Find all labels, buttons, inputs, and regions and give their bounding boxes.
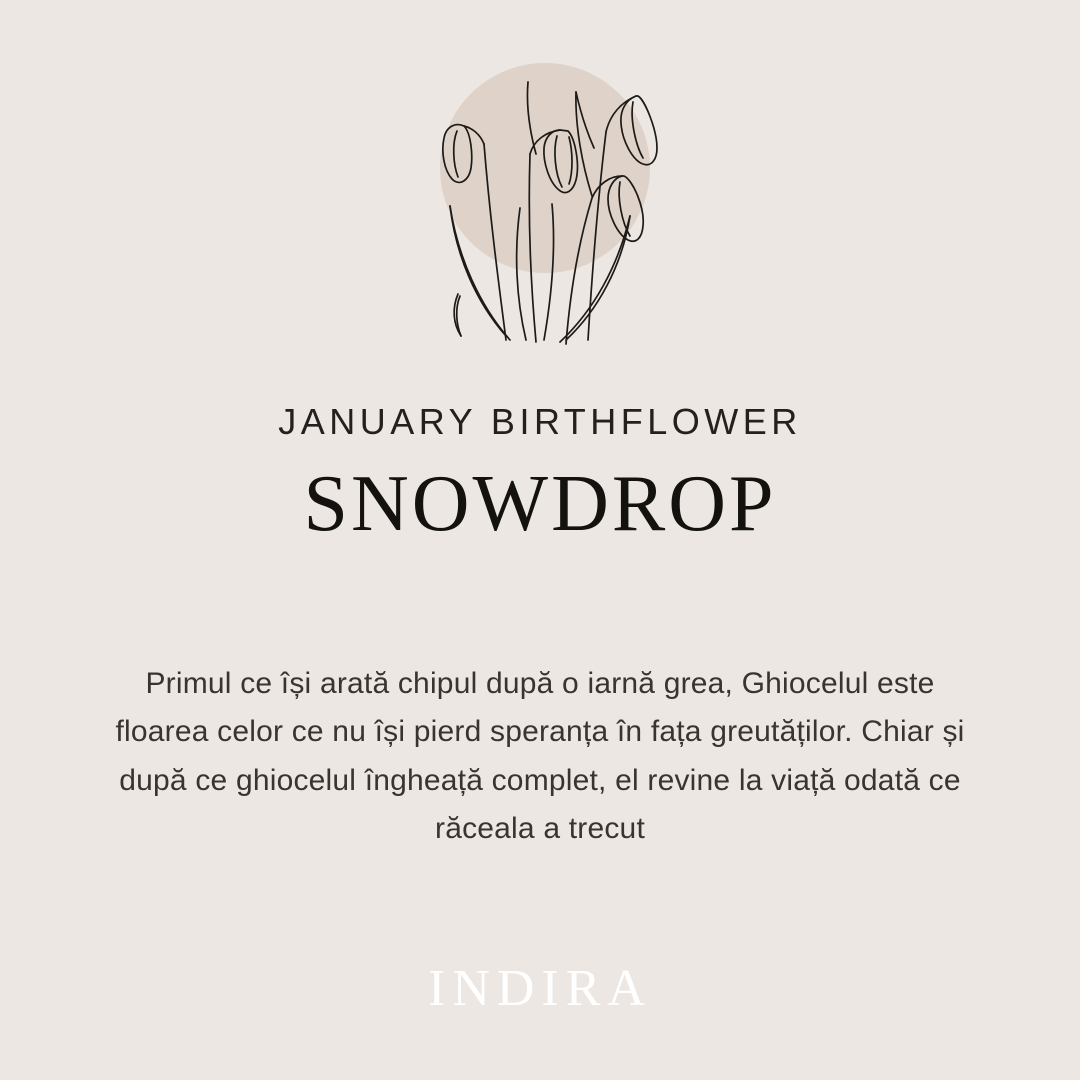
snowdrop-illustration bbox=[330, 48, 750, 358]
title-block bbox=[0, 402, 1080, 550]
snowdrop-line-drawing-svg bbox=[330, 48, 750, 358]
eyebrow-text: JANUARY BIRTHFLOWER bbox=[278, 401, 802, 442]
page-title: SNOWDROP bbox=[303, 459, 777, 548]
description-text: Primul ce își arată chipul după o iarnă grea, Ghiocelul este floarea celor ce nu își pierd speranța în fața greutăților. Chiar și după ce ghiocelul îngheață complet, el revine la viață odată ce răceala a trecut bbox=[115, 666, 965, 846]
brand-logo: INDIRA bbox=[428, 960, 652, 1017]
